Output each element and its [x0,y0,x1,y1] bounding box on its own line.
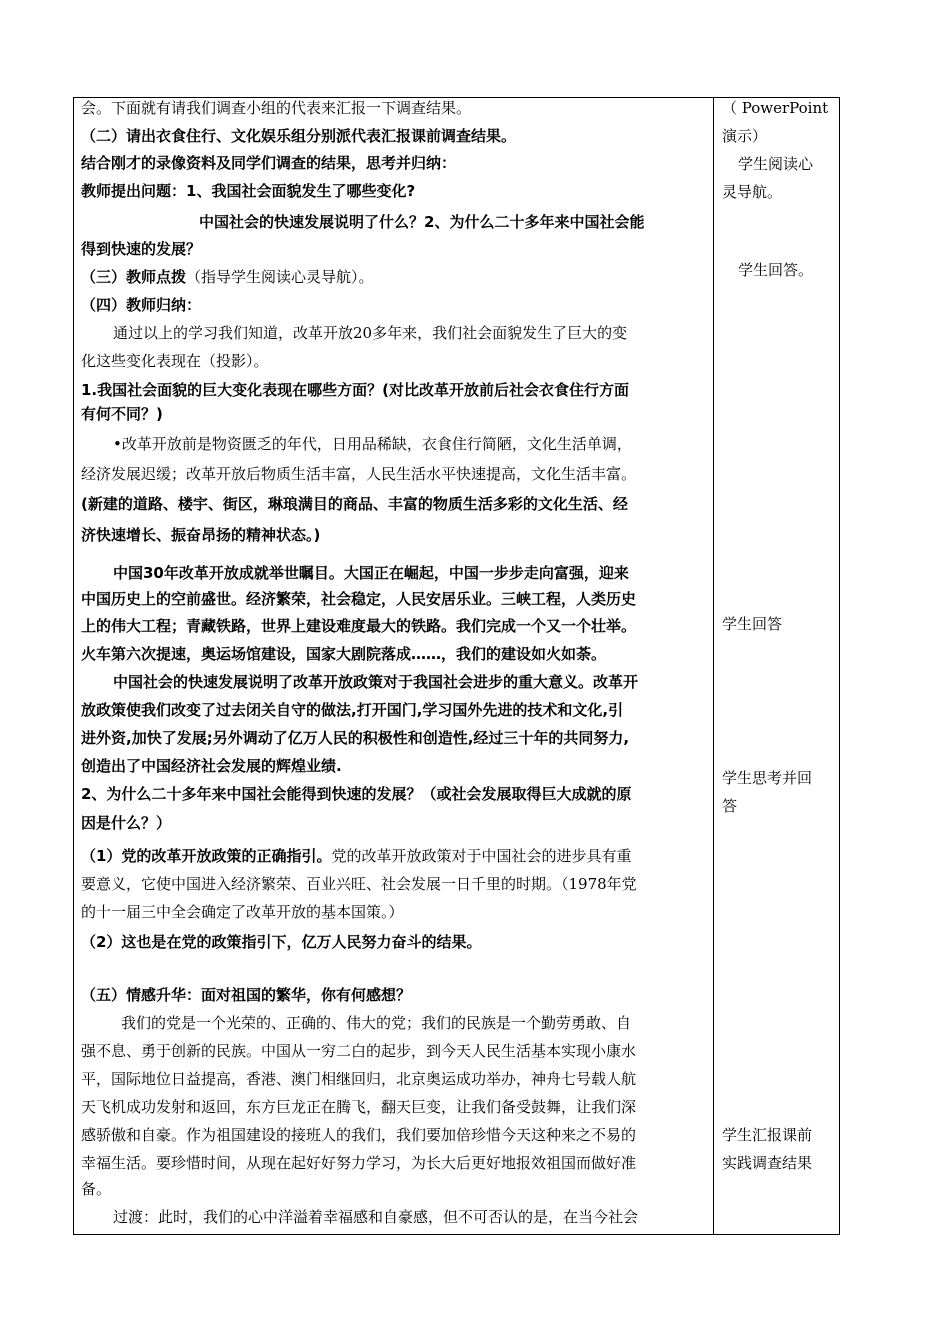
text-line: 进外资,加快了发展;另外调动了亿万人民的积极性和创造性,经过三十年的共同努力, [81,729,630,747]
text-line: 的十一届三中全会确定了改革开放的基本国策。） [81,903,404,921]
text-line: 上的伟大工程；青藏铁路，世界上建设难度最大的铁路。我们完成一个又一个壮举。 [81,617,637,635]
question-heading: 2、为什么二十多年来中国社会能得到快速的发展？（或社会发展取得巨大成就的原 [81,785,632,803]
teacher-question: 中国社会的快速发展说明了什么？2、为什么二十多年来中国社会能 [199,213,645,231]
text-line: 中国30年改革开放成就举世瞩目。大国正在崛起，中国一步步走向富强，迎来 [113,564,629,582]
text-line: 化这些变化表现在（投影）。 [81,352,269,370]
text-line: 平，国际地位日益提高，香港、澳门相继回归，北京奥运成功举办，神舟七号载人航 [81,1070,637,1088]
heading-bold: （三）教师点拨 [81,268,187,286]
section-heading: （五）情感升华：面对祖国的繁华，你有何感想？ [81,986,412,1004]
point-heading: （2）这也是在党的政策指引下，亿万人民努力奋斗的结果。 [81,933,482,951]
text-line: 中国历史上的空前盛世。经济繁荣，社会稳定，人民安居乐业。三峡工程，人类历史 [81,590,637,608]
text-line: 我们的党是一个光荣的、正确的、伟大的党；我们的民族是一个勤劳勇敢、自 [121,1014,632,1032]
side-note: 演示） [722,127,768,145]
text-line [81,845,631,867]
section-heading: （二）请出衣食住行、文化娱乐组分别派代表汇报课前调查结果。 [81,127,517,145]
text-line: 过渡：此时，我们的心中洋溢着幸福感和自豪感，但不可否认的是，在当今社会 [113,1208,639,1226]
text-line: 中国社会的快速发展说明了改革开放政策对于我国社会进步的重大意义。改革开 [113,673,639,691]
side-note: 学生回答。 [738,261,814,279]
text-line: 天飞机成功发射和返回，东方巨龙正在腾飞，翻天巨变，让我们备受鼓舞，让我们深 [81,1098,637,1116]
text-line: (新建的道路、楼宇、街区，琳琅满目的商品、丰富的物质生活多彩的文化生活、经 [81,495,628,513]
text-line: 经济发展迟缓；改革开放后物质生活丰富，人民生活水平快速提高，文化生活丰富。 [81,465,637,483]
question-heading: 有何不同？) [81,405,163,423]
teacher-question: 教师提出问题：1、我国社会面貌发生了哪些变化? [81,182,416,200]
question-heading: 因是什么？） [81,814,172,832]
text-line: 创造出了中国经济社会发展的辉煌业绩. [81,757,342,775]
heading-note: （指导学生阅读心灵导航）。 [186,268,374,286]
side-note: 灵导航。 [722,183,783,201]
section-heading [81,266,374,288]
text-line: 济快速增长、振奋昂扬的精神状态。) [81,526,321,544]
side-note: 学生汇报课前 [722,1126,813,1144]
text-line: •改革开放前是物资匮乏的年代，日用品稀缺，衣食住行简陋，文化生活单调， [113,435,632,453]
text-line: 强不息、勇于创新的民族。中国从一穷二白的起步，到今天人民生活基本实现小康水 [81,1042,637,1060]
text-line: 结合刚才的录像资料及同学们调查的结果，思考并归纳： [81,154,457,172]
column-divider [713,97,714,1235]
text-line: 幸福生活。要珍惜时间，从现在起好好努力学习，为长大后更好地报效祖国而做好准 [81,1154,637,1172]
question-heading: 1.我国社会面貌的巨大变化表现在哪些方面？(对比改革开放前后社会衣食住行方面 [81,381,629,399]
side-note: 学生思考并回 [722,769,813,787]
side-note: 实践调查结果 [722,1154,813,1172]
section-heading: （四）教师归纳： [81,296,202,314]
text-line: 要意义，它使中国进入经济繁荣、百业兴旺、社会发展一日千里的时期。（1978年党 [81,875,637,893]
text-line: 备。 [81,1180,112,1198]
side-note: （ PowerPoint [722,99,829,117]
point-text: 党的改革开放政策对于中国社会的进步具有重 [331,847,632,865]
text-line: 通过以上的学习我们知道，改革开放20多年来，我们社会面貌发生了巨大的变 [113,324,628,342]
text-line: 放政策使我们改变了过去闭关自守的做法,打开国门,学习国外先进的技术和文化,引 [81,701,624,719]
text-line: 火车第六次提速，奥运场馆建设，国家大剧院落成……，我们的建设如火如荼。 [81,645,607,663]
side-note: 学生阅读心 [738,155,814,173]
side-note: 答 [722,797,738,815]
text-line: 得到快速的发展？ [81,240,202,258]
text-line: 感骄傲和自豪。作为祖国建设的接班人的我们，我们要加倍珍惜今天这种来之不易的 [81,1126,637,1144]
point-heading: （1）党的改革开放政策的正确指引。 [81,847,332,865]
side-note: 学生回答 [722,615,783,633]
text-line: 会。下面就有请我们调查小组的代表来汇报一下调查结果。 [81,99,472,117]
